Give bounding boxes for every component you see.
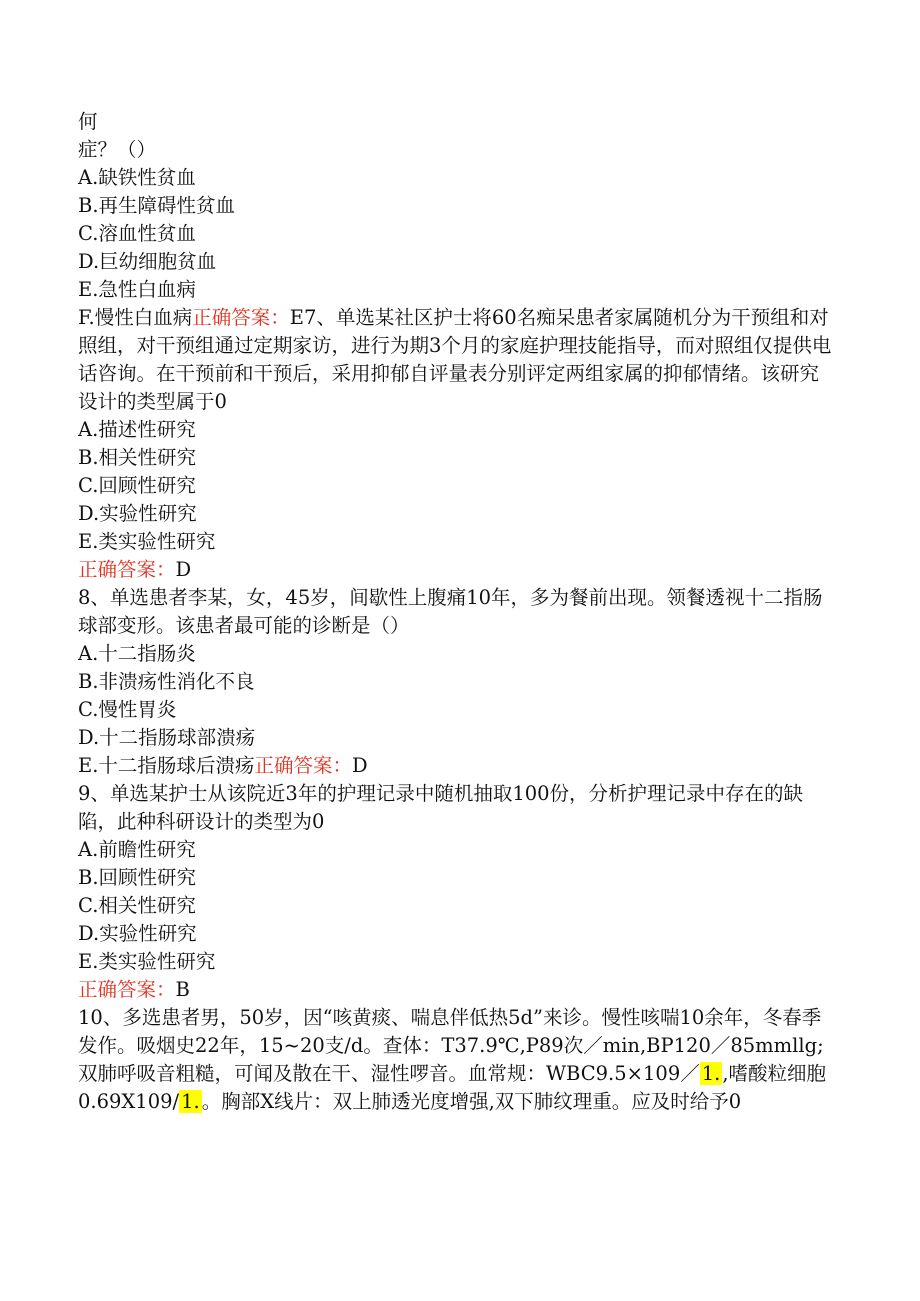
q6-option-b: B.再生障碍性贫血	[78, 194, 236, 217]
q8-option-e-answer	[78, 752, 838, 780]
q7-option-a: A.描述性研究	[78, 418, 196, 441]
q10-stem-part-2: ,嗜酸粒细胞0.69X109/	[78, 1062, 827, 1113]
q10-highlight-1: 1.	[701, 1062, 721, 1085]
q7-block	[78, 304, 838, 416]
q7-answer	[78, 556, 838, 584]
q9-option-b: B.回顾性研究	[78, 866, 197, 889]
q8-stem: 8、单选患者李某，女，45岁，间歇性上腹痛10年，多为餐前出现。领餐透视十二指肠球部变形。该患者最可能的诊断是（）	[78, 586, 823, 637]
q6-option-d: D.巨幼细胞贫血	[78, 250, 217, 273]
q6-stem-line-1: 何	[78, 110, 98, 133]
q9-option-e: E.类实验性研究	[78, 950, 216, 973]
q8-option-b: B.非溃疡性消化不良	[78, 670, 255, 693]
document-page	[78, 108, 838, 1116]
q6-option-f: F.慢性白血病	[78, 306, 193, 329]
q6-option-c: C.溶血性贫血	[78, 222, 196, 245]
q9-stem: 9、单选某护士从该院近3年的护理记录中随机抽取100份，分析护理记录中存在的缺陷，此种科研设计的类型为0	[78, 782, 804, 833]
q6-answer-label: 正确答案：	[192, 306, 290, 329]
q9-option-a: A.前瞻性研究	[78, 838, 196, 861]
q8-option-a: A.十二指肠炎	[78, 642, 196, 665]
q6-stem-line-2: 症？（）	[78, 138, 157, 161]
q6-option-a: A.缺铁性贫血	[78, 166, 196, 189]
q8-option-d: D.十二指肠球部溃疡	[78, 726, 256, 749]
q10-stem-part-3: 。胸部X线片：双上肺透光度增强,双下肺纹理重。应及时给予0	[201, 1090, 742, 1113]
q8-option-e: E.十二指肠球后溃疡	[78, 754, 255, 777]
q6-answer-value: E	[289, 306, 304, 329]
q7-answer-label: 正确答案：	[78, 558, 176, 581]
q8-option-c: C.慢性胃炎	[78, 698, 177, 721]
q8-answer-label: 正确答案：	[254, 754, 352, 777]
q10-stem	[78, 1004, 838, 1116]
q9-option-d: D.实验性研究	[78, 922, 197, 945]
q8-answer-value: D	[351, 754, 368, 777]
q7-answer-value: D	[175, 558, 192, 581]
q7-option-b: B.相关性研究	[78, 446, 197, 469]
q9-answer-value: B	[175, 978, 190, 1001]
q10-stem-part-1: 10、多选患者男，50岁，因“咳黄痰、喘息伴低热5d”来诊。慢性咳喘10余年，冬春季发作。吸烟史22年，15~20支/d。查体：T37.9℃,P89次／min,BP120／85mmllg;双肺呼吸音粗糙，可闻及散在干、湿性啰音。血常规：WBC9.5×109／	[78, 1006, 824, 1085]
q7-stem: 7、单选某社区护士将60名痴呆患者家属随机分为干预组和对照组，对干预组通过定期家访，进行为期3个月的家庭护理技能指导，而对照组仅提供电话咨询。在干预前和干预后，采用抑郁自评量表分别评定两组家属的抑郁情绪。该研究设计的类型属于0	[78, 306, 832, 413]
q9-answer-label: 正确答案：	[78, 978, 176, 1001]
q6-option-e: E.急性白血病	[78, 278, 196, 301]
q9-answer	[78, 976, 838, 1004]
q7-option-d: D.实验性研究	[78, 502, 197, 525]
q9-option-c: C.相关性研究	[78, 894, 196, 917]
q10-highlight-2: 1.	[181, 1090, 200, 1113]
q7-option-c: C.回顾性研究	[78, 474, 196, 497]
q7-option-e: E.类实验性研究	[78, 530, 216, 553]
